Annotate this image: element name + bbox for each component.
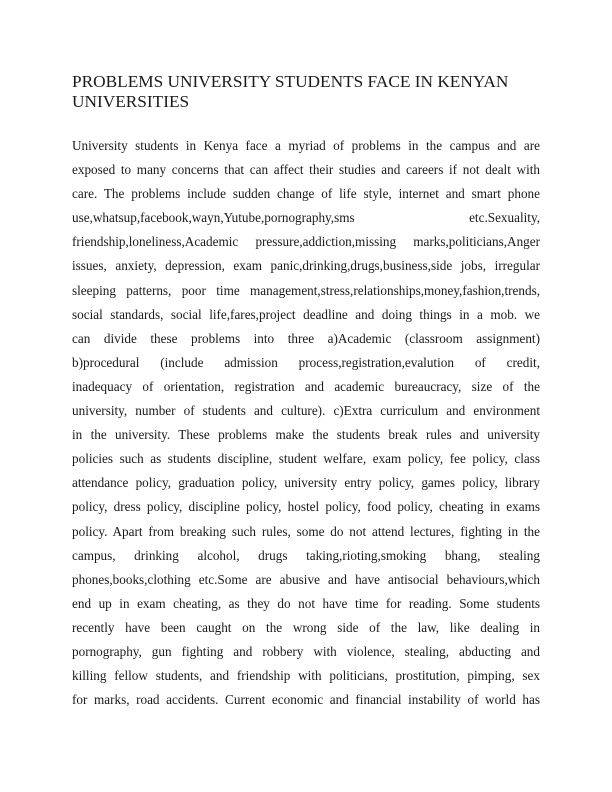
body-paragraph [72, 138, 540, 716]
paragraph-line: university, number of students and culture). c)Extra curriculum and environment [72, 403, 540, 419]
paragraph-line: issues, anxiety, depression, exam panic,drinking,drugs,business,side jobs, irregular [72, 258, 540, 274]
paragraph-line: campus, drinking alcohol, drugs taking,rioting,smoking bhang, stealing [72, 547, 540, 563]
paragraph-line: end up in exam cheating, as they do not have time for reading. Some students [72, 595, 540, 611]
paragraph-line: b)procedural (include admission process,registration,evalution of credit, [72, 354, 540, 370]
paragraph-line: policy, dress policy, discipline policy, hostel policy, food policy, cheating in exams [72, 499, 540, 515]
title-line-2: UNIVERSITIES [72, 92, 190, 111]
paragraph-line: attendance policy, graduation policy, university entry policy, games policy, library [72, 475, 540, 491]
paragraph-line: exposed to many concerns that can affect their studies and careers if not dealt with [72, 162, 540, 178]
paragraph-line: care. The problems include sudden change of life style, internet and smart phone [72, 186, 540, 202]
paragraph-line: killing fellow students, and friendship with politicians, prostitution, pimping, sex [72, 668, 540, 684]
paragraph-line: pornography, gun fighting and robbery with violence, stealing, abducting and [72, 643, 540, 659]
paragraph-line: policy. Apart from breaking such rules, some do not attend lectures, fighting in the [72, 523, 540, 539]
paragraph-line: University students in Kenya face a myriad of problems in the campus and are [72, 138, 540, 153]
title-line-1: PROBLEMS UNIVERSITY STUDENTS FACE IN KENYAN [72, 72, 509, 91]
paragraph-line: phones,books,clothing etc.Some are abusive and have antisocial behaviours,which [72, 571, 540, 587]
paragraph-line: friendship,loneliness,Academic pressure,addiction,missing marks,politicians,Anger [72, 234, 540, 250]
document-title [72, 72, 542, 112]
paragraph-line: social standards, social life,fares,project deadline and doing things in a mob. we [72, 306, 540, 322]
paragraph-line: recently have been caught on the wrong side of the law, like dealing in [72, 619, 540, 635]
paragraph-line: in the university. These problems make the students break rules and university [72, 427, 540, 443]
paragraph-line: sleeping patterns, poor time management,stress,relationships,money,fashion,trends, [72, 282, 540, 298]
paragraph-line: can divide these problems into three a)Academic (classroom assignment) [72, 330, 540, 346]
paragraph-line: inadequacy of orientation, registration and academic bureaucracy, size of the [72, 378, 540, 394]
paragraph-line: for marks, road accidents. Current economic and financial instability of world has [72, 692, 540, 708]
paragraph-line: use,whatsup,facebook,wayn,Yutube,pornography,sms etc.Sexuality, [72, 210, 540, 226]
paragraph-line: policies such as students discipline, student welfare, exam policy, fee policy, class [72, 451, 540, 467]
